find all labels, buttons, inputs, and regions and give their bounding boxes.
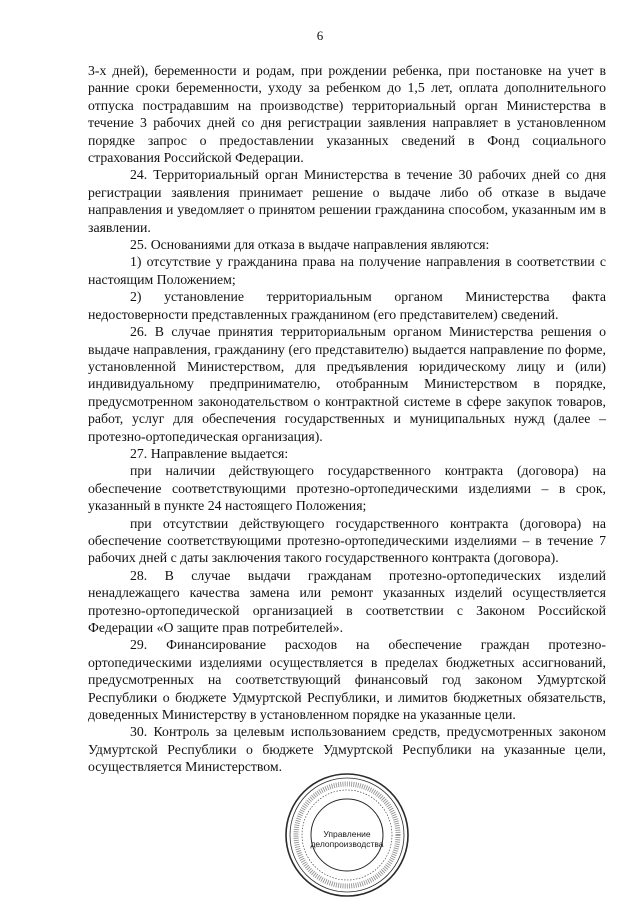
paragraph-24: 24. Территориальный орган Министерства в течение 30 рабочих дней со дня регистрации заявления принимает решение о выдаче либо об отказе в выдаче направления и уведомляет о принятом решении гражданина способом, указанным им в заявлении. xyxy=(88,167,606,235)
paragraph-29: 29. Финансирование расходов на обеспечение граждан протезно-ортопедическими изделиями осуществляется в пределах бюджетных ассигнований, предусмотренных на соответствующий финансовый год законом Удмуртской Республики о бюджете Удмуртской Республики, и лимитов бюджетных обязательств, доведенных Министерству в установленном порядке на указанные цели. xyxy=(88,637,606,723)
paragraph-30: 30. Контроль за целевым использованием средств, предусмотренных законом Удмуртской Республики о бюджете Удмуртской Республики на указанные цели, осуществляется Министерством. xyxy=(88,724,606,775)
document-body xyxy=(88,62,606,776)
paragraph-25-item-1: 1) отсутствие у гражданина права на получение направления в соответствии с настоящим Положением; xyxy=(88,254,606,287)
seal-center-text-2: делопроизводства xyxy=(310,839,384,849)
office-seal-stamp xyxy=(282,770,412,900)
paragraph-25: 25. Основаниями для отказа в выдаче направления являются: xyxy=(130,237,490,253)
paragraph-28: 28. В случае выдачи гражданам протезно-ортопедических изделий ненадлежащего качества замена или ремонт указанных изделий осуществляется протезно-ортопедической организацией в соответствии с Законом Российской Федерации «О защите прав потребителей». xyxy=(88,567,606,635)
paragraph-27-item-1: при наличии действующего государственного контракта (договора) на обеспечение соответствующими протезно-ортопедическими изделиями – в срок, указанный в пункте 24 настоящего Положения; xyxy=(88,463,606,514)
paragraph-26: 26. В случае принятия территориальным органом Министерства решения о выдаче направления, гражданину (его представителю) выдается направление по форме, установленной Министерством, для предъявления юридическому лицу и (или) индивидуальному предпринимателю, отобранным Министерством в порядке, предусмотренном законодательством о контрактной системе в сфере закупок товаров, работ, услуг для обеспечения государственных и муниципальных нужд (далее – протезно-ортопедическая организация). xyxy=(88,324,606,444)
paragraph-continuation: 3-х дней), беременности и родам, при рождении ребенка, при постановке на учет в ранние сроки беременности, уходу за ребенком до 1,5 лет, оплата дополнительного отпуска пострадавшим на производстве) территориальный орган Министерства в течение 3 рабочих дней со дня регистрации заявления направляет в установленном порядке запрос о предоставлении указанных сведений в Фонд социального страхования Российской Федерации. xyxy=(88,63,606,166)
page-number: 6 xyxy=(316,28,324,43)
paragraph-27-item-2: при отсутствии действующего государственного контракта (договора) на обеспечение соответствующими протезно-ортопедическими изделиями – в течение 7 рабочих дней с даты заключения такого государственного контракта (договора). xyxy=(88,515,606,566)
seal-center-text-1: Управление xyxy=(323,829,371,839)
paragraph-25-item-2: 2) установление территориальным органом Министерства факта недостоверности представленных гражданином (его представителем) сведений. xyxy=(88,289,606,322)
paragraph-27: 27. Направление выдается: xyxy=(130,445,289,461)
